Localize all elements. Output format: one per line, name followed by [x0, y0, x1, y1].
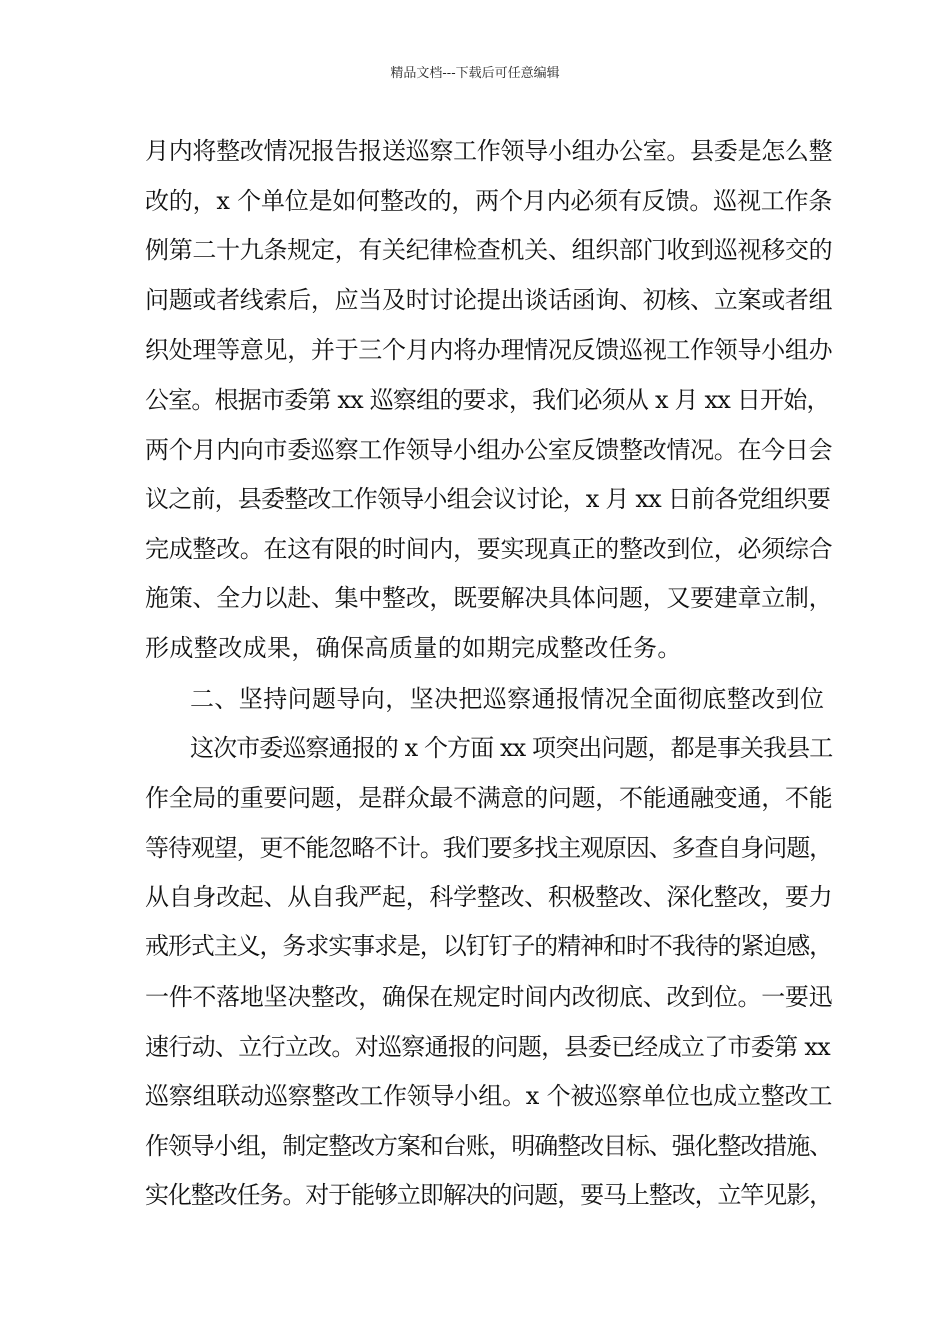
text-line: 月内将整改情况报告报送巡察工作领导小组办公室。县委是怎么整: [145, 137, 833, 165]
text-line: 问题或者线索后，应当及时讨论提出谈话函询、初核、立案或者组: [145, 286, 833, 314]
text-line: 戒形式主义，务求实事求是，以钉钉子的精神和时不我待的紧迫感，: [145, 932, 832, 960]
text-line: 这次市委巡察通报的 x 个方面 xx 项突出问题，都是事关我县工: [190, 734, 833, 762]
text-line: 巡察组联动巡察整改工作领导小组。x 个被巡察单位也成立整改工: [145, 1082, 833, 1110]
text-line: 施策、全力以赴、集中整改，既要解决具体问题，又要建章立制，: [145, 584, 833, 612]
text-line: 形成整改成果，确保高质量的如期完成整改任务。: [145, 634, 682, 662]
text-line: 完成整改。在这有限的时间内，要实现真正的整改到位，必须综合: [145, 535, 833, 563]
text-line: 从自身改起、从自我严起，科学整改、积极整改、深化整改，要力: [145, 883, 833, 911]
text-line: 例第二十九条规定，有关纪律检查机关、组织部门收到巡视移交的: [145, 236, 833, 264]
section-heading: 二、坚持问题导向，坚决把巡察通报情况全面彻底整改到位: [190, 685, 825, 713]
text-line: 两个月内向市委巡察工作领导小组办公室反馈整改情况。在今日会: [145, 436, 833, 464]
text-line: 作领导小组，制定整改方案和台账，明确整改目标、强化整改措施、: [145, 1132, 832, 1160]
text-line: 改的，x 个单位是如何整改的，两个月内必须有反馈。巡视工作条: [145, 187, 833, 215]
page-header: 精品文档---下载后可任意编辑: [390, 66, 560, 81]
text-line: 织处理等意见，并于三个月内将办理情况反馈巡视工作领导小组办: [145, 336, 833, 364]
text-line: 实化整改任务。对于能够立即解决的问题，要马上整改，立竿见影，: [145, 1181, 832, 1209]
text-line: 公室。根据市委第 xx 巡察组的要求，我们必须从 x 月 xx 日开始，: [145, 386, 830, 414]
text-line: 速行动、立行立改。对巡察通报的问题，县委已经成立了市委第 xx: [145, 1033, 830, 1061]
text-line: 议之前，县委整改工作领导小组会议讨论，x 月 xx 日前各党组织要: [145, 485, 831, 513]
text-line: 等待观望，更不能忽略不计。我们要多找主观原因、多查自身问题，: [145, 834, 832, 862]
text-line: 作全局的重要问题，是群众最不满意的问题，不能通融变通，不能: [145, 784, 833, 812]
text-line: 一件不落地坚决整改，确保在规定时间内改彻底、改到位。一要迅: [145, 983, 833, 1011]
